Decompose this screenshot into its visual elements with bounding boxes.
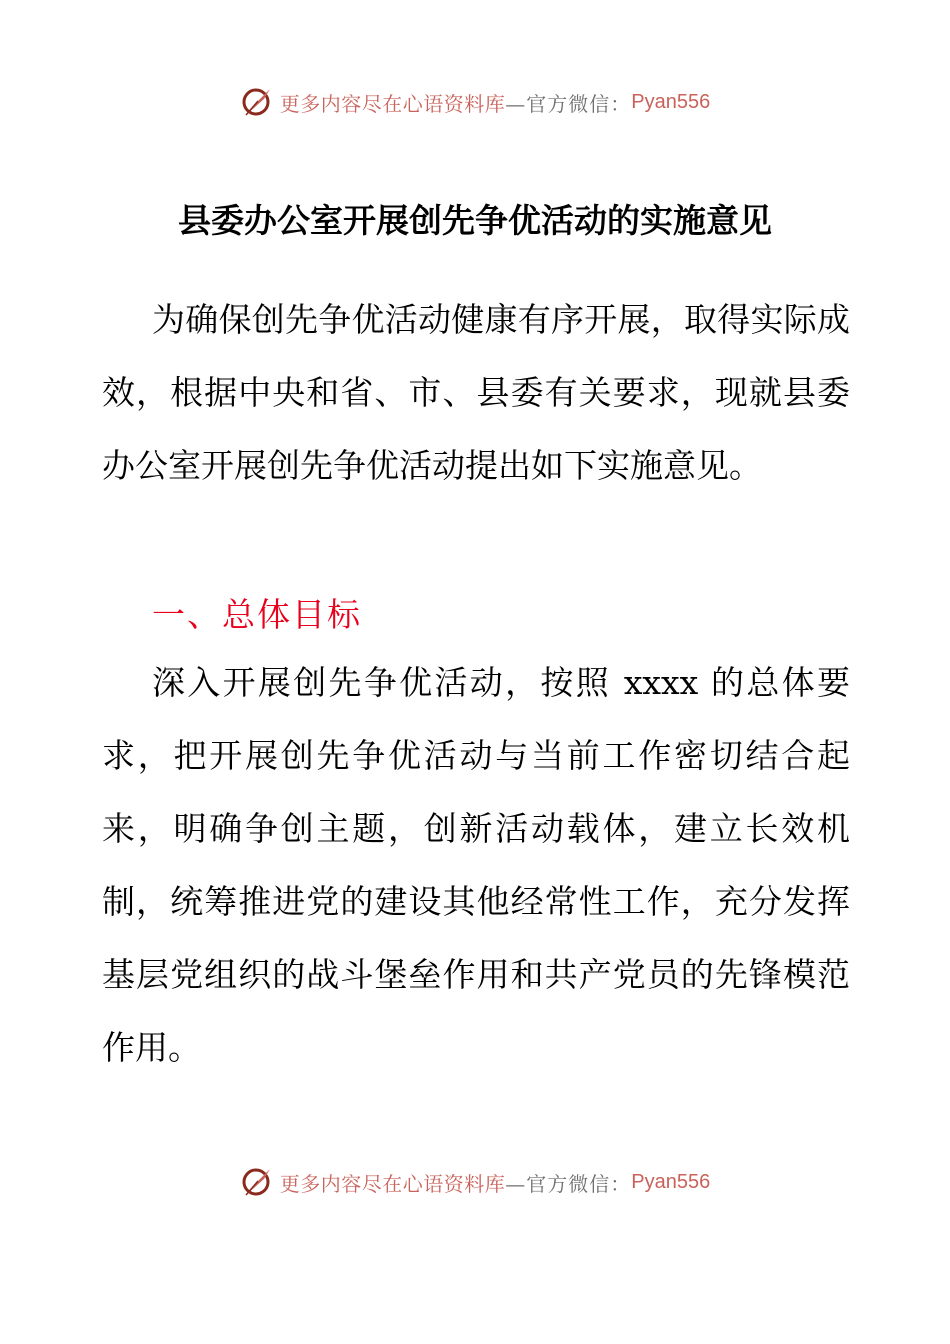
watermark-account: Pyan556 xyxy=(631,1170,711,1193)
watermark-text: 更多内容尽在心语资料库 xyxy=(279,1171,506,1196)
section-heading-general-goal: 一、总体目标 xyxy=(152,595,362,634)
section-body-general-goal: 深入开展创先争优活动，按照 xxxx 的总体要求，把开展创先争优活动与当前工作密切结合起来，明确争创主题，创新活动载体，建立长效机制，统筹推进党的建设其他经常性工作，充分发挥基层党组织的战斗堡垒作用和共产党员的先锋模范作用。 xyxy=(102,663,850,1067)
watermark-text: 更多内容尽在心语资料库 xyxy=(279,91,506,116)
watermark-separator: —官方微信： xyxy=(505,1171,632,1196)
quill-pen-circle-icon xyxy=(240,1165,274,1199)
watermark-footer xyxy=(0,1162,950,1202)
quill-pen-circle-icon xyxy=(240,85,274,119)
intro-paragraph: 为确保创先争优活动健康有序开展，取得实际成效，根据中央和省、市、县委有关要求，现就县委办公室开展创先争优活动提出如下实施意见。 xyxy=(102,300,850,485)
watermark-header xyxy=(0,82,950,122)
watermark-separator: —官方微信： xyxy=(505,91,632,116)
watermark-account: Pyan556 xyxy=(631,90,711,113)
document-title: 县委办公室开展创先争优活动的实施意见 xyxy=(178,201,772,240)
